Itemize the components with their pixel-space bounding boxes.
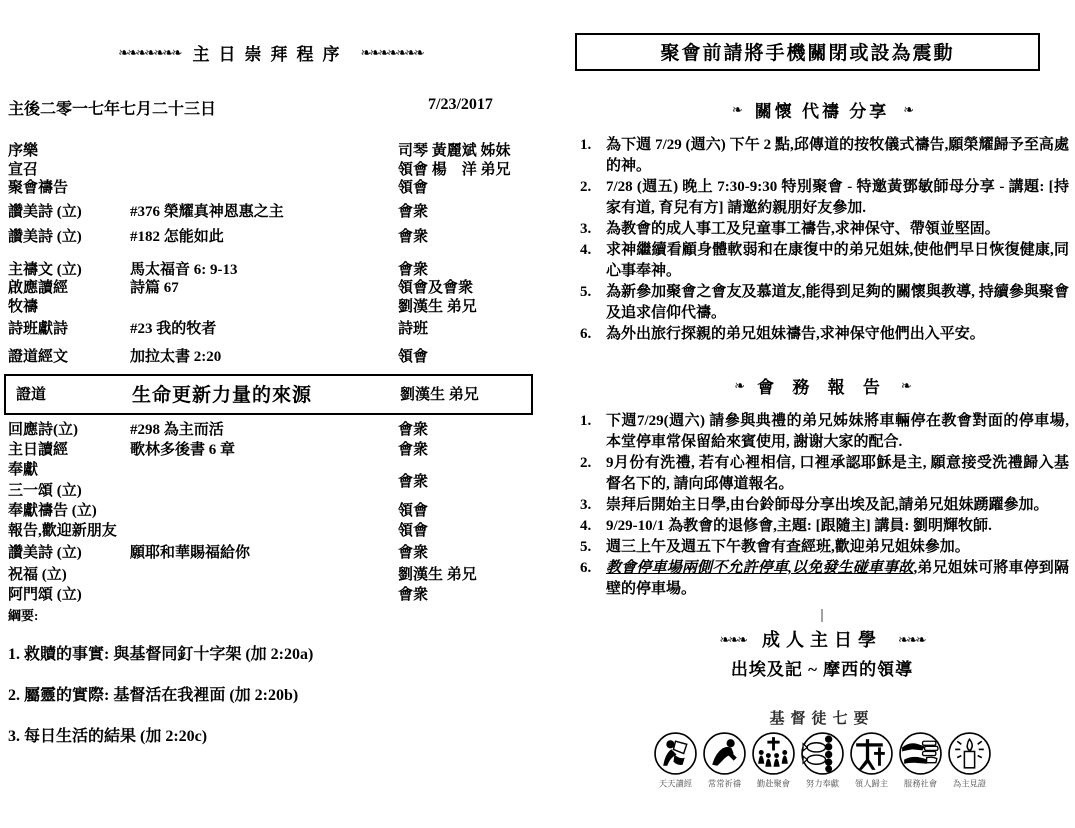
item-text: 9/29-10/1 為教會的退修會,主題: [跟隨主] 講員: 劉明輝牧師. <box>606 518 992 534</box>
worship-order-column <box>8 40 533 747</box>
program-item-detail: 願耶和華賜福給你 <box>130 545 251 561</box>
list-item <box>575 324 1069 345</box>
program-item-label: 主日讀經 <box>8 442 69 458</box>
program-item-label: 詩班獻詩 <box>8 321 69 337</box>
item-number: 3. <box>580 497 592 513</box>
item-text: 求神繼續看顧身體軟弱和在康復中的弟兄姐妹,使他們早日恢復健康,同心事奉神。 <box>606 242 1069 279</box>
program-row <box>8 142 533 161</box>
seven-essential-item <box>946 731 993 790</box>
program-item-label: 奉獻禱告 (立) <box>8 503 97 519</box>
list-item <box>575 453 1069 495</box>
loaves-fishes-icon <box>800 731 845 776</box>
outline-label: 綱要: <box>8 608 39 623</box>
seven-essential-label: 領人歸主 <box>854 779 888 789</box>
worship-order-title-row <box>8 40 533 65</box>
item-number: 4. <box>580 518 592 534</box>
section-title: 關懷 代禱 分享 <box>754 102 890 121</box>
program-row <box>8 161 533 180</box>
person-cross-icon <box>849 731 894 776</box>
list-item <box>575 282 1069 324</box>
list-item <box>575 177 1069 219</box>
program-row <box>8 501 533 521</box>
program-list-after-sermon <box>8 420 533 605</box>
program-row <box>8 420 533 440</box>
item-number: 1. <box>580 137 592 153</box>
program-item-assignee: 會衆 <box>398 474 429 490</box>
program-row <box>8 298 533 317</box>
program-item-label: 讚美詩 (立) <box>8 545 82 561</box>
seven-essential-item <box>848 731 895 790</box>
program-item-detail: 加拉太書 2:20 <box>130 348 222 365</box>
ornament-leaf-icon: ❧ <box>731 102 741 117</box>
ornament-leaf-icon: ❧ <box>900 378 910 393</box>
care-prayer-header <box>575 97 1069 122</box>
program-item-assignee: 領會 楊 洋 弟兄 <box>398 161 511 178</box>
item-number: 2. <box>580 455 592 471</box>
program-item-assignee: 領會 <box>398 523 429 539</box>
program-row <box>8 179 533 198</box>
section-title: 會 務 報 告 <box>757 378 887 397</box>
ornament-chain-icon: ❧❧❧❧❧❧❧ <box>360 45 423 60</box>
item-number: 3. <box>580 221 592 237</box>
announcements-column <box>575 33 1069 790</box>
program-list <box>8 142 533 747</box>
seven-essential-item <box>799 731 846 790</box>
program-item-assignee: 詩班 <box>398 321 429 337</box>
list-item <box>575 558 1069 600</box>
sermon-speaker: 劉漢生 弟兄 <box>400 387 479 403</box>
program-item-assignee: 會衆 <box>398 422 429 438</box>
program-item-label: 讚美詩 (立) <box>8 229 82 245</box>
seven-essential-label: 努力奉獻 <box>805 779 839 789</box>
item-text: 週三上午及週五下午教會有查經班,歡迎弟兄姐妹參加。 <box>606 539 970 555</box>
program-row <box>8 585 533 605</box>
phone-notice-box: 聚會前請將手機關閉或設為震動 <box>575 33 1040 71</box>
item-text: 為教會的成人事工及兒童事工禱告,求神保守、帶領並堅固。 <box>606 221 1000 237</box>
program-item-detail <box>130 179 398 198</box>
item-number: 5. <box>580 284 592 300</box>
item-text: 為下週 7/29 (週六) 下午 2 點,邱傳道的按牧儀式禱告,願榮耀歸予至高處的神。 <box>606 137 1069 174</box>
parking-warning-rest: ,弟兄姐妹可將車停到隔壁的停車場。 <box>606 560 1069 597</box>
program-item-detail: #298 為主而活 <box>130 422 224 438</box>
program-item-detail <box>130 585 398 605</box>
seven-essential-label: 服務社會 <box>903 779 937 789</box>
program-item-assignee: 會衆 <box>398 587 429 603</box>
program-row <box>8 261 533 280</box>
congregation-cross-icon <box>751 731 796 776</box>
program-item-detail <box>130 161 398 180</box>
seven-essential-label: 天天讀經 <box>658 779 692 789</box>
item-text: 為外出旅行探親的弟兄姐妹禱告,求神保守他們出入平安。 <box>606 326 985 342</box>
seven-essentials-title: 基督徒七要 <box>769 711 875 727</box>
date-row <box>8 96 533 118</box>
program-item-detail <box>130 501 398 521</box>
page-title: 主日崇拜程序 <box>192 45 349 64</box>
care-prayer-list <box>575 135 1069 345</box>
ornament-triple-icon: ❧❧❧ <box>719 631 746 647</box>
list-item <box>575 516 1069 537</box>
program-item-label: 牧禱 <box>8 298 39 315</box>
item-number: 5. <box>580 539 592 555</box>
program-item-label: 阿門頌 (立) <box>8 587 82 603</box>
item-text: 為新參加聚會之會友及慕道友,能得到足夠的關懷與教導, 持續參與聚會及追求信仰代禱。 <box>606 284 1069 321</box>
program-row <box>8 279 533 298</box>
program-item-detail: 歌林多後書 6 章 <box>130 442 236 458</box>
church-affairs-list <box>575 411 1069 600</box>
program-item-detail: 詩篇 67 <box>130 280 179 296</box>
program-row <box>8 203 533 222</box>
reading-person-icon <box>653 731 698 776</box>
list-item <box>575 537 1069 558</box>
sermon-box <box>4 374 533 415</box>
program-item-assignee: 會衆 <box>398 203 429 220</box>
seven-essential-label: 常常祈禱 <box>707 779 741 789</box>
seven-essential-item <box>897 731 944 790</box>
item-text <box>606 558 1069 600</box>
program-item-detail <box>130 142 398 161</box>
parking-warning-emphasis: 教會停車場兩側不允許停車,以免發生碰車事故 <box>606 560 914 576</box>
program-item-assignee: 領會 <box>398 503 429 519</box>
offering-rows <box>8 460 533 501</box>
program-item-label: 序樂 <box>8 143 39 159</box>
program-item-label: 三一頌 (立) <box>8 482 82 499</box>
sunday-school-header <box>575 626 1069 652</box>
seven-essentials-icons-row <box>575 731 1069 790</box>
item-text: 崇拜后開始主日學,由台鈴師母分享出埃及記,請弟兄姐妹踴躍參加。 <box>606 497 1049 513</box>
program-row <box>8 320 533 339</box>
program-item-assignee: 會衆 <box>398 261 429 278</box>
program-item-assignee: 領會及會衆 <box>398 280 474 296</box>
program-item-assignee: 領會 <box>398 348 429 365</box>
sermon-label: 證道 <box>16 387 47 403</box>
seven-essential-item <box>750 731 797 790</box>
program-row <box>8 440 533 460</box>
seven-essential-item <box>652 731 699 790</box>
item-text: 9月份有洗禮, 若有心裡相信, 口裡承認耶穌是主, 願意接受洗禮歸入基督名下的, 請向邱傳道報名。 <box>606 455 1069 492</box>
outline-point: 2. 屬靈的實際: 基督活在我裡面 (加 2:20b) <box>8 687 299 704</box>
program-item-detail <box>130 521 398 541</box>
program-row <box>8 348 533 367</box>
seven-essential-item <box>701 731 748 790</box>
program-item-label: 啟應讀經 <box>8 280 69 296</box>
outline-point: 3. 每日生活的結果 (加 2:20c) <box>8 728 208 745</box>
program-row <box>8 521 533 541</box>
date-chinese: 主後二零一七年七月二十三日 <box>8 101 217 118</box>
program-item-label: 讚美詩 (立) <box>8 203 82 220</box>
list-item <box>575 240 1069 282</box>
program-item-detail: #23 我的牧者 <box>130 321 217 337</box>
list-item <box>575 135 1069 177</box>
program-item-label: 聚會禱告 <box>8 180 69 196</box>
item-number: 6. <box>580 326 592 342</box>
program-item-detail: #376 榮耀真神恩惠之主 <box>130 203 284 220</box>
program-row <box>8 228 533 247</box>
program-item-assignee: 劉漢生 弟兄 <box>398 298 477 315</box>
program-item-assignee: 領會 <box>398 180 429 196</box>
outline-point: 1. 救贖的事實: 與基督同釘十字架 (加 2:20a) <box>8 646 314 663</box>
list-item <box>575 411 1069 453</box>
program-item-detail <box>130 565 398 585</box>
program-item-label: 祝福 (立) <box>8 567 67 583</box>
program-item-assignee: 會衆 <box>398 545 429 561</box>
program-item-label: 奉獻 <box>8 462 39 478</box>
serving-hands-icon <box>898 731 943 776</box>
item-text: 下週7/29(週六) 請參與典禮的弟兄姊妹將車輛停在教會對面的停車場, 本堂停車常保留給來賓使用, 謝谢大家的配合. <box>606 413 1069 450</box>
list-item <box>575 495 1069 516</box>
ornament-leaf-icon: ❧ <box>903 102 913 117</box>
list-item <box>575 219 1069 240</box>
divider-bar: | <box>820 607 824 623</box>
program-item-detail <box>130 298 398 317</box>
program-item-label: 證道經文 <box>8 348 69 365</box>
program-item-label: 宣召 <box>8 161 39 178</box>
program-item-label: 報告,歡迎新朋友 <box>8 523 117 539</box>
ornament-chain-icon: ❧❧❧❧❧❧❧ <box>118 45 181 60</box>
ornament-triple-icon: ❧❧❧ <box>898 631 925 647</box>
program-row <box>8 565 533 585</box>
item-number: 4. <box>580 242 592 258</box>
program-item-assignee: 會衆 <box>398 442 429 458</box>
section-title: 成人主日學 <box>762 630 882 650</box>
program-item-detail: 馬太福音 6: 9-13 <box>130 261 238 278</box>
seven-essential-label: 勤赴聚會 <box>756 779 790 789</box>
ornament-leaf-icon: ❧ <box>734 378 744 393</box>
candle-light-icon <box>947 731 992 776</box>
program-item-detail: #182 怎能如此 <box>130 229 224 245</box>
date-numeric: 7/23/2017 <box>428 96 493 113</box>
item-number: 2. <box>580 179 592 195</box>
seven-essential-label: 為主見證 <box>952 779 986 789</box>
program-item-label: 回應詩(立) <box>8 422 78 438</box>
program-row <box>8 543 533 563</box>
sunday-school-subtitle: 出埃及記 ~ 摩西的領導 <box>730 660 914 679</box>
program-item-assignee: 司琴 黃麗斌 姊妹 <box>398 143 511 159</box>
sermon-title: 生命更新力量的來源 <box>132 385 313 406</box>
program-item-assignee: 會衆 <box>398 229 429 245</box>
church-affairs-header <box>575 373 1069 398</box>
program-item-assignee: 劉漢生 弟兄 <box>398 567 477 583</box>
item-text: 7/28 (週五) 晚上 7:30-9:30 特別聚會 - 特邀黃鄧敏師母分享 - 講題: [持家有道, 育兒有方] 請邀約親朋好友參加. <box>606 179 1069 216</box>
program-item-label: 主禱文 (立) <box>8 261 82 278</box>
item-number: 6. <box>580 560 592 576</box>
item-number: 1. <box>580 413 592 429</box>
praying-person-icon <box>702 731 747 776</box>
